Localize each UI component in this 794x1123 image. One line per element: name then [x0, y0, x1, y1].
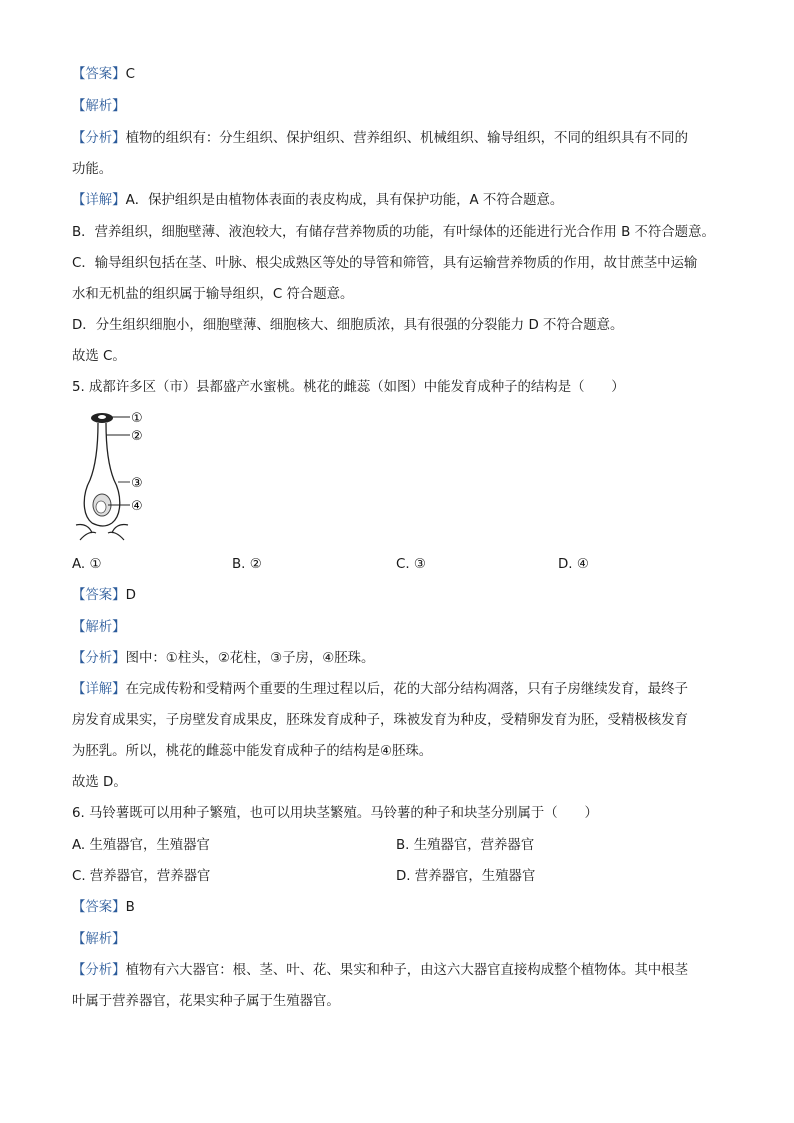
- q5-xiangjie-line-2: 房发育成果实，子房壁发育成果皮，胚珠发育成种子，珠被发育为种皮，受精卵发育为胚，受精极核发育: [72, 713, 688, 728]
- q5-option-a[interactable]: A. ①: [72, 557, 102, 572]
- ovary-shape: [92, 523, 112, 526]
- answer-value: C: [125, 67, 135, 82]
- fenxi-line: [72, 129, 734, 149]
- option-b-explanation: B．营养组织，细胞壁薄、液泡较大，有储存营养物质的功能，有叶绿体的还能进行光合作用 B 不符合题意。: [72, 225, 715, 240]
- q5-option-b[interactable]: B. ②: [232, 557, 262, 572]
- pistil-svg: [72, 405, 162, 545]
- q6-option-d[interactable]: D. 营养器官，生殖器官: [396, 869, 536, 884]
- option-c-explanation-2: 水和无机盐的组织属于输导组织，C 符合题意。: [72, 287, 354, 302]
- analysis-heading: 【解析】: [72, 99, 126, 114]
- q5-answer-line: [72, 586, 734, 606]
- q6-option-c[interactable]: C. 营养器官，营养器官: [72, 869, 211, 884]
- xiangjie-tag: 【详解】: [72, 193, 126, 208]
- question-5-stem: 5. 成都许多区（市）县都盛产水蜜桃。桃花的雌蕊（如图）中能发育成种子的结构是（ ）: [72, 380, 625, 395]
- q5-option-d[interactable]: D. ④: [558, 557, 589, 572]
- fenxi-line-2: 功能。: [72, 162, 113, 177]
- answer-tag: 【答案】: [72, 67, 126, 82]
- label-2: ②: [131, 429, 143, 444]
- xiangjie-line: [72, 191, 734, 211]
- q5-xiangjie-line: [72, 680, 734, 700]
- fenxi-tag: 【分析】: [72, 651, 126, 666]
- q6-analysis-heading: 【解析】: [72, 932, 126, 947]
- answer-line-q4: [72, 65, 734, 85]
- xiangjie-text: A．保护组织是由植物体表面的表皮构成，具有保护功能，A 不符合题意。: [125, 193, 564, 208]
- q6-answer-line: [72, 898, 734, 918]
- label-1: ①: [131, 411, 143, 426]
- label-4: ④: [131, 499, 143, 514]
- pistil-diagram: [72, 405, 162, 545]
- conclusion: 故选 C。: [72, 349, 126, 364]
- q5-analysis-heading: 【解析】: [72, 620, 126, 635]
- answer-tag: 【答案】: [72, 900, 126, 915]
- q5-conclusion: 故选 D。: [72, 775, 127, 790]
- label-3: ③: [131, 476, 143, 491]
- fenxi-text: 植物有六大器官：根、茎、叶、花、果实和种子，由这六大器官直接构成整个植物体。其中根茎: [125, 963, 688, 978]
- q5-xiangjie-line-3: 为胚乳。所以，桃花的雌蕊中能发育成种子的结构是④胚珠。: [72, 744, 433, 759]
- xiangjie-text: 在完成传粉和受精两个重要的生理过程以后，花的大部分结构凋落，只有子房继续发育，最终子: [125, 682, 688, 697]
- fenxi-text: 植物的组织有：分生组织、保护组织、营养组织、机械组织、输导组织，不同的组织具有不同的: [125, 131, 688, 146]
- q6-fenxi-line-2: 叶属于营养器官，花果实种子属于生殖器官。: [72, 994, 340, 1009]
- answer-tag: 【答案】: [72, 588, 126, 603]
- q6-option-a[interactable]: A. 生殖器官，生殖器官: [72, 838, 210, 853]
- q6-option-b[interactable]: B. 生殖器官，营养器官: [396, 838, 535, 853]
- receptacle-shape: [76, 524, 128, 540]
- fenxi-tag: 【分析】: [72, 131, 126, 146]
- question-6-stem: 6. 马铃薯既可以用种子繁殖，也可以用块茎繁殖。马铃薯的种子和块茎分别属于（ ）: [72, 806, 598, 821]
- option-c-explanation-1: C．输导组织包括在茎、叶脉、根尖成熟区等处的导管和筛管，具有运输营养物质的作用，故甘蔗茎中运输: [72, 256, 698, 271]
- q5-fenxi-line: [72, 649, 734, 669]
- xiangjie-tag: 【详解】: [72, 682, 126, 697]
- answer-value: D: [125, 588, 136, 603]
- fenxi-text: 图中：①柱头，②花柱，③子房，④胚珠。: [125, 651, 375, 666]
- q6-fenxi-line: [72, 961, 734, 981]
- fenxi-tag: 【分析】: [72, 963, 126, 978]
- option-d-explanation: D．分生组织细胞小，细胞壁薄、细胞核大、细胞质浓，具有很强的分裂能力 D 不符合题意。: [72, 318, 624, 333]
- q5-option-c[interactable]: C. ③: [396, 557, 426, 572]
- answer-value: B: [125, 900, 135, 915]
